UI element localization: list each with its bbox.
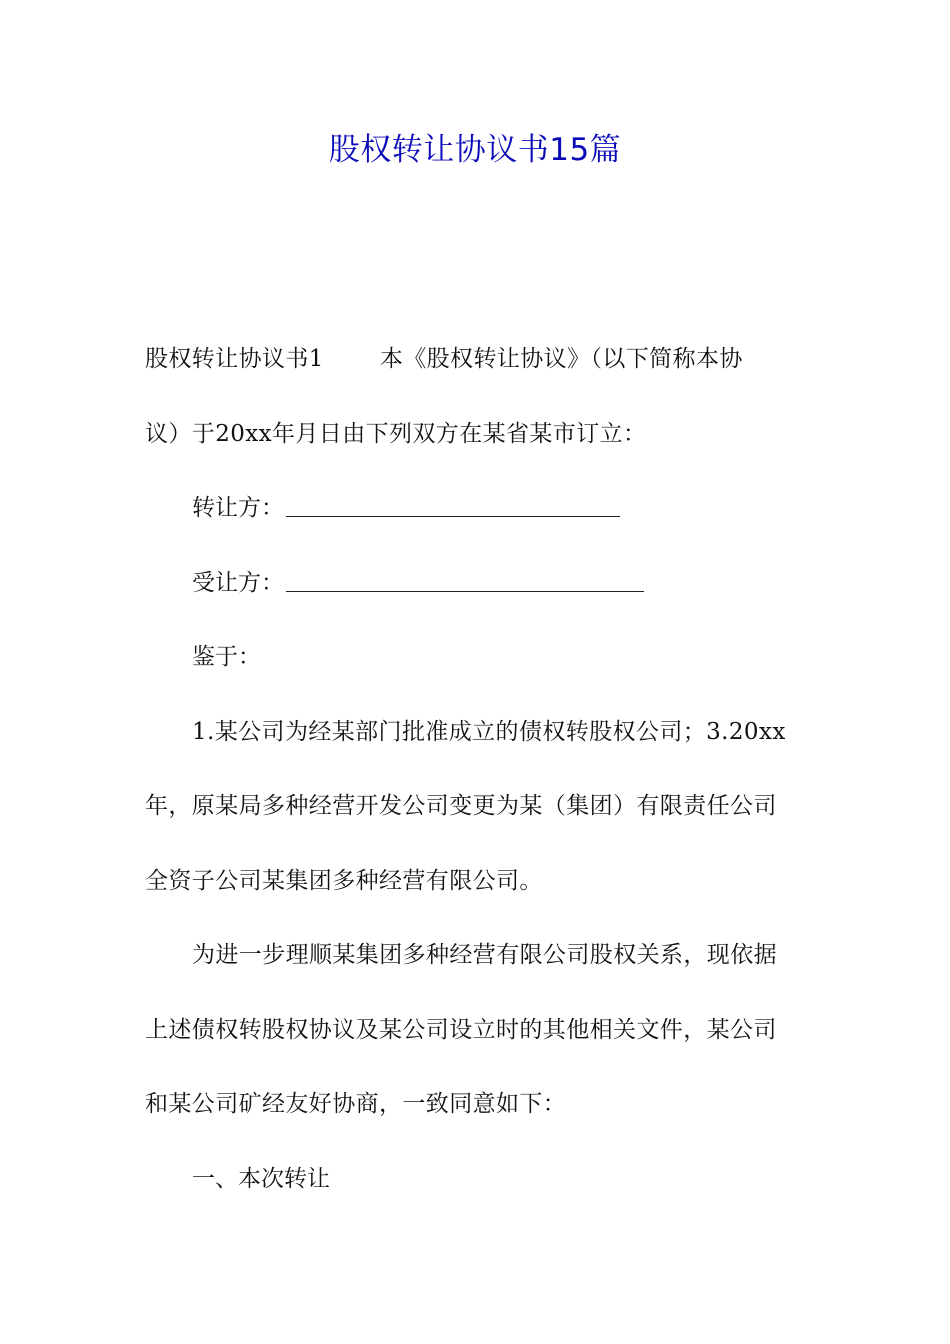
- body-line-2: 议）于20xx年月日由下列双方在某省某市订立：: [145, 420, 647, 447]
- body-line-10: 上述债权转股权协议及某公司设立时的其他相关文件，某公司: [145, 1016, 777, 1043]
- transferee-label: 受让方：: [192, 569, 284, 596]
- transferor-label: 转让方：: [192, 495, 284, 521]
- section-heading: 股权转让协议书1: [145, 346, 324, 372]
- document-body: [145, 322, 815, 1216]
- document-title: 股权转让协议书15篇: [328, 132, 622, 168]
- transferee-line: [145, 546, 815, 621]
- transferor-blank: [286, 494, 620, 517]
- body-line-6: 1.某公司为经某部门批准成立的债权转股权公司；3.20xx: [192, 718, 786, 745]
- whereas-line: 鉴于：: [192, 644, 261, 670]
- body-line-8: 全资子公司某集团多种经营有限公司。: [145, 867, 543, 894]
- section-one-heading: 一、本次转让: [192, 1165, 330, 1192]
- body-line-1: [145, 322, 815, 397]
- transferee-blank: [286, 569, 644, 592]
- body-line-7: 年，原某局多种经营开发公司变更为某（集团）有限责任公司: [145, 793, 777, 819]
- body-line-9: 为进一步理顺某集团多种经营有限公司股权关系，现依据: [192, 942, 777, 968]
- body-line-11: 和某公司矿经友好协商，一致同意如下：: [145, 1091, 567, 1117]
- transferor-line: [145, 471, 815, 546]
- paragraph-text: 本《股权转让协议》（以下简称本协: [379, 346, 743, 372]
